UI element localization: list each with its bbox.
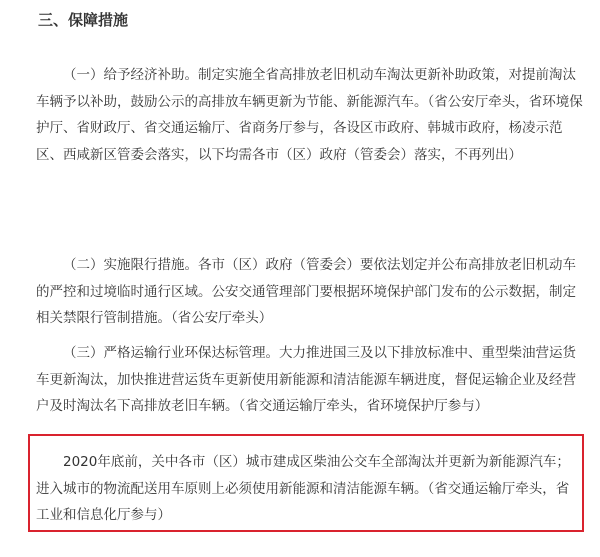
paragraph-transport-industry: （三）严格运输行业环保达标管理。大力推进国三及以下排放标准中、重型柴油营运货车更新淘汰，加快推进营运货车更新使用新能源和清洁能源车辆进度，督促运输企业及经营户及时淘汰名下高排放老旧车辆。（省交通运输厅牵头，省环境保护厅参与） [36, 345, 576, 414]
paragraph-traffic-restriction: （二）实施限行措施。各市（区）政府（管委会）要依法划定并公布高排放老旧机动车的严控和过境临时通行区域。公安交通管理部门要根据环境保护部门发布的公示数据，制定相关禁限行管制措施。（省公安厅牵头） [36, 257, 576, 326]
section-heading: 三、保障措施 [38, 11, 129, 29]
highlight-box [28, 434, 584, 532]
paragraph-economic-subsidy: （一）给予经济补助。制定实施全省高排放老旧机动车淘汰更新补助政策，对提前淘汰车辆予以补助，鼓励公示的高排放车辆更新为节能、新能源汽车。（省公安厅牵头，省环境保护厅、省财政厅、省交通运输厅、省商务厅参与，各设区市政府、韩城市政府，杨凌示范区、西咸新区管委会落实，以下均需各市（区）政府（管委会）落实，不再列出） [36, 67, 583, 163]
highlighted-paragraph: 2020年底前，关中各市（区）城市建成区柴油公交车全部淘汰并更新为新能源汽车；进入城市的物流配送用车原则上必须使用新能源和清洁能源车辆。（省交通运输厅牵头，省工业和信息化厅参与） [36, 454, 570, 523]
